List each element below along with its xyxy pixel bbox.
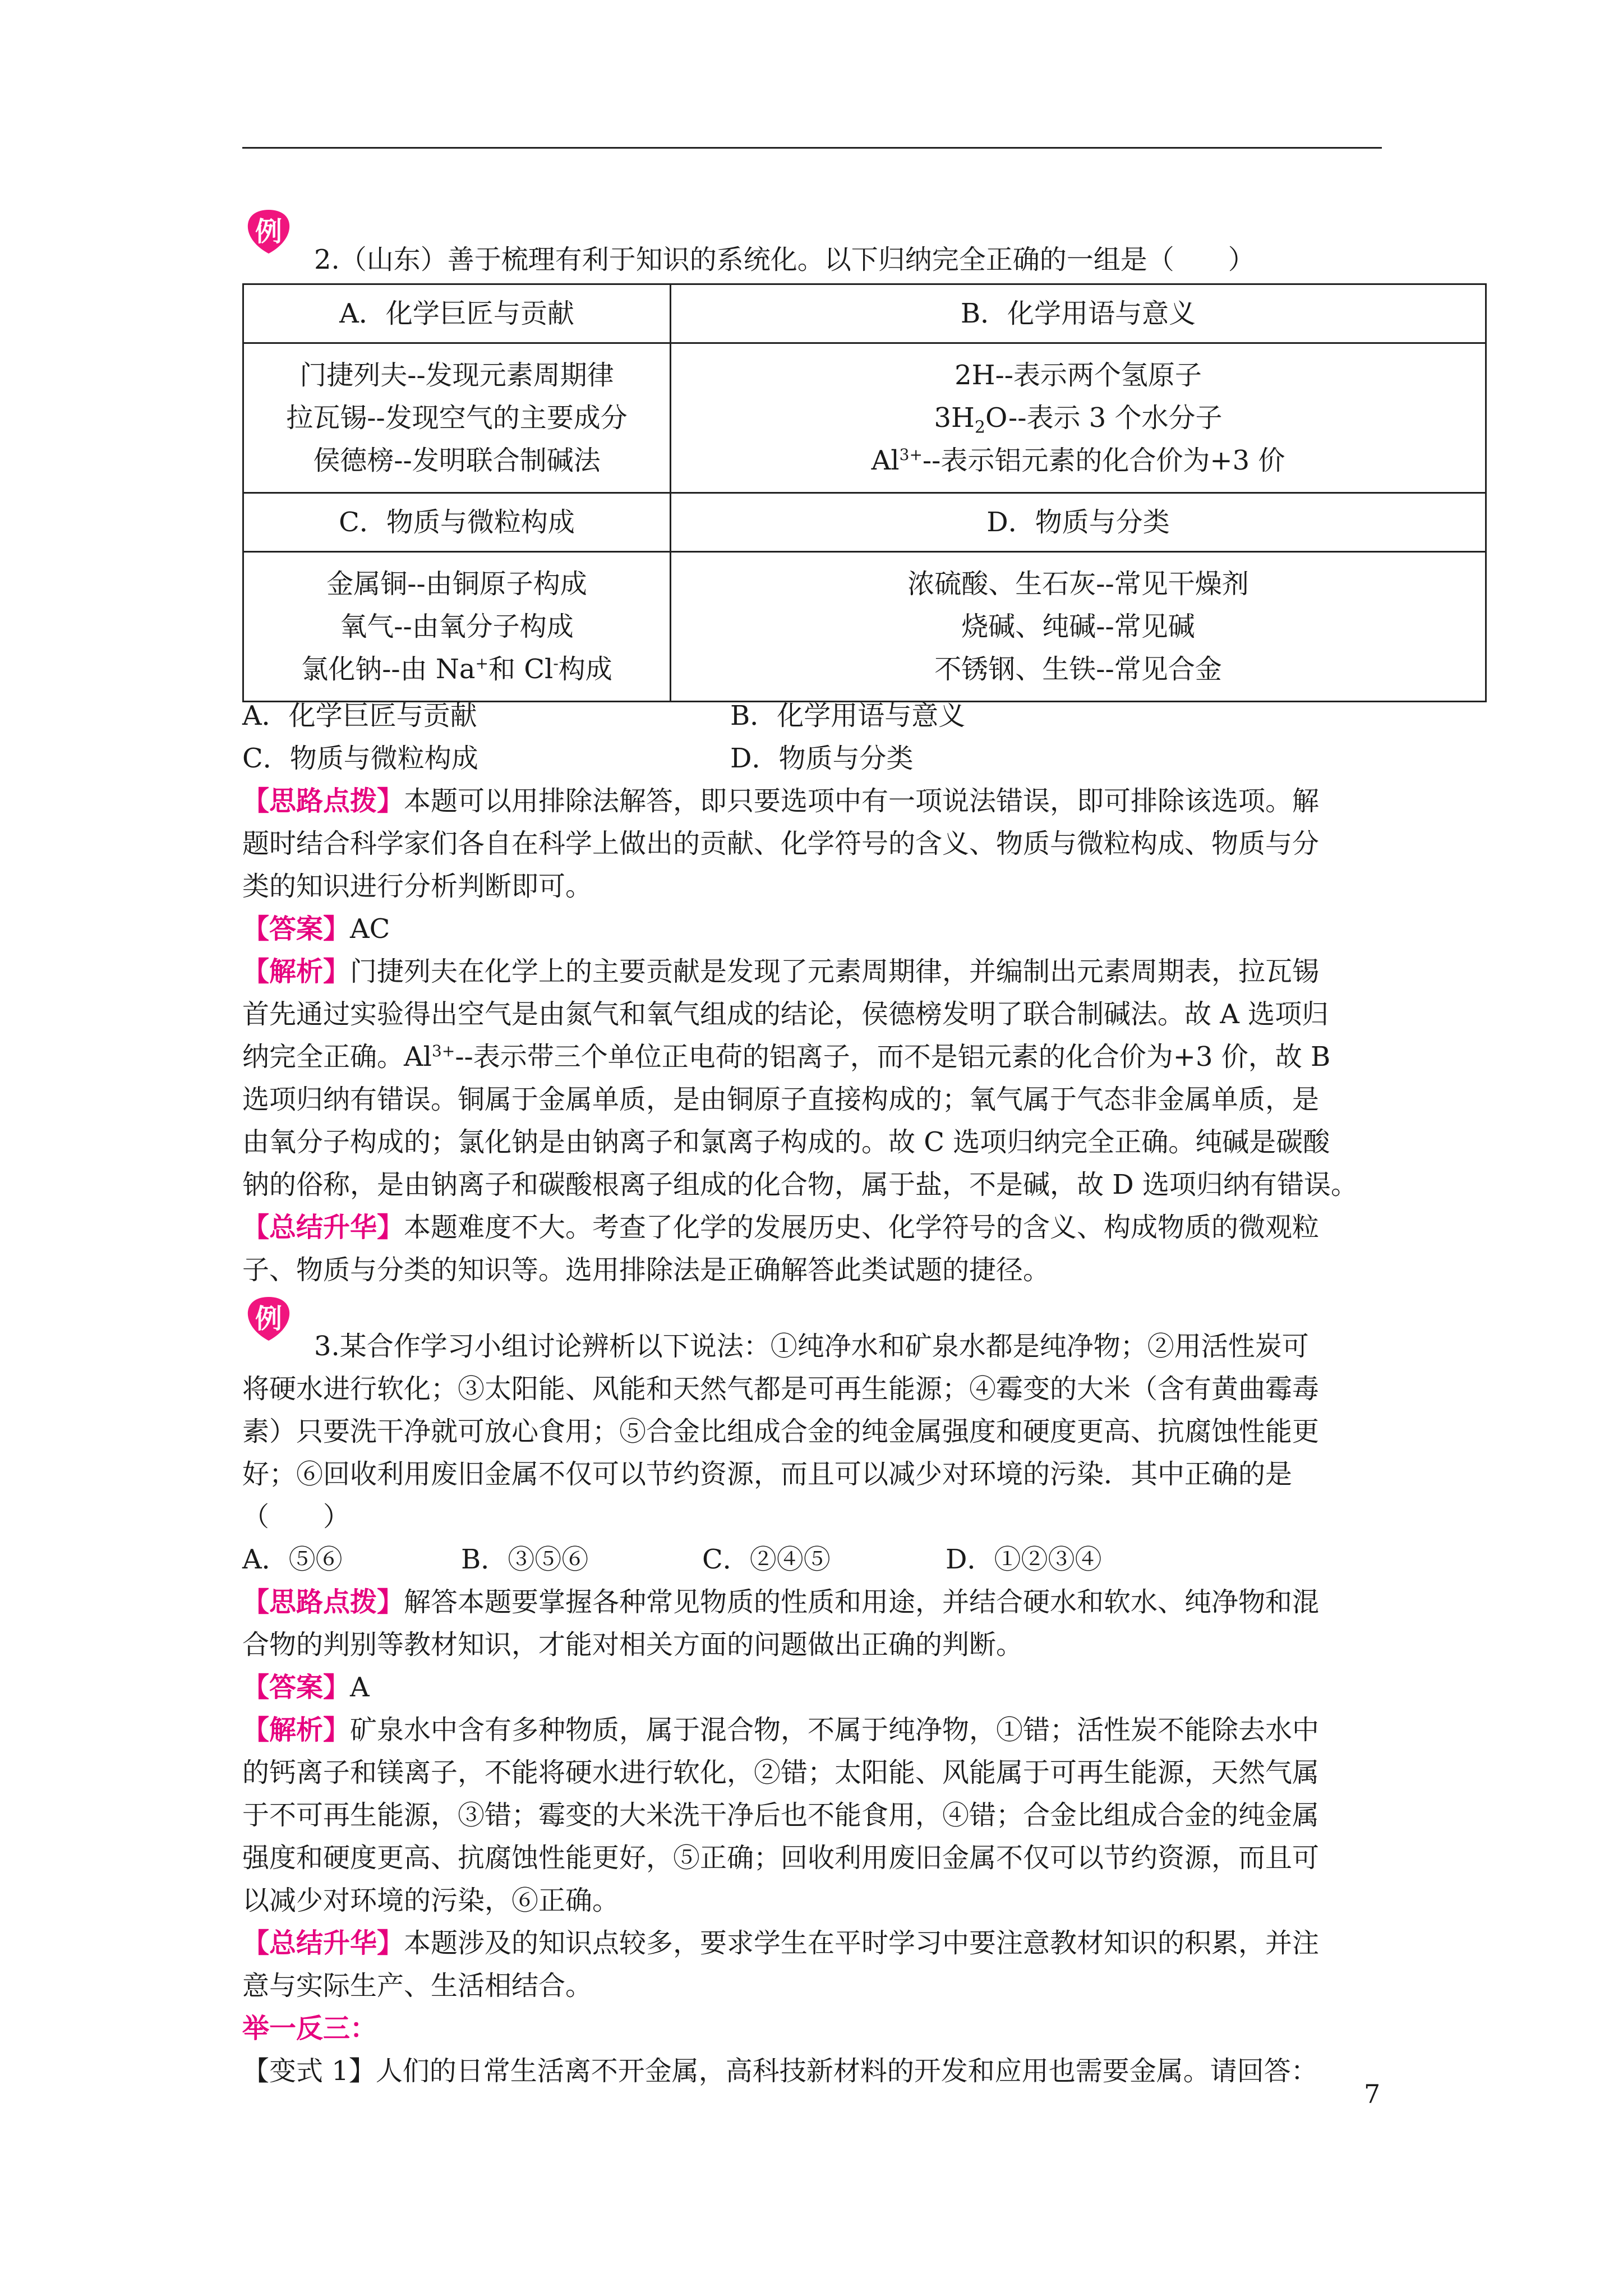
hint-line: 类的知识进行分析判断即可。 (242, 871, 593, 902)
page-number: 7 (1364, 2079, 1381, 2109)
answer-line: 【答案】AC (242, 913, 390, 945)
question-3-line: 将硬水进行软化；③太阳能、风能和天然气都是可再生能源；④霉变的大米（含有黄曲霉毒 (242, 1373, 1320, 1405)
question-3-line: 好；⑥回收利用废旧金属不仅可以节约资源，而且可以减少对环境的污染．其中正确的是 (242, 1458, 1293, 1490)
analysis-line: 钠的俗称，是由钠离子和碳酸根离子组成的化合物，属于盐，不是碱，故 D 选项归纳有错误。 (242, 1169, 1358, 1200)
question-3: 3.某合作学习小组讨论辨析以下说法：①纯净水和矿泉水都是纯净物；②用活性炭可 (314, 1331, 1309, 1362)
variant-1: 【变式 1】人们的日常生活离不开金属，高科技新材料的开发和应用也需要金属。请回答： (242, 2055, 1318, 2087)
analysis-line: 以减少对环境的污染，⑥正确。 (242, 1885, 620, 1916)
analysis-line: 于不可再生能源，③错；霉变的大米洗干净后也不能食用，④错；合金比组成合金的纯金属 (242, 1800, 1320, 1831)
option-a-header: A．化学巨匠与贡献 (243, 284, 671, 343)
analysis-line: 【解析】矿泉水中含有多种物质，属于混合物，不属于纯净物，①错；活性炭不能除去水中 (242, 1714, 1320, 1746)
option-d-body: 浓硫酸、生石灰--常见干燥剂 烧碱、纯碱--常见碱 不锈钢、生铁--常见合金 (671, 552, 1486, 702)
answer-option-b: B．③⑤⑥ (461, 1544, 589, 1575)
summary-line: 【总结升华】本题难度不大。考查了化学的发展历史、化学符号的含义、构成物质的微观粒 (242, 1212, 1320, 1243)
summary-line: 【总结升华】本题涉及的知识点较多，要求学生在平时学习中要注意教材知识的积累，并注 (242, 1927, 1320, 1959)
answer-option-a: A．化学巨匠与贡献 (242, 700, 477, 731)
option-c-header: C．物质与微粒构成 (243, 493, 671, 552)
summary-line: 意与实际生产、生活相结合。 (242, 1970, 593, 2001)
options-table (242, 283, 1487, 702)
answer-option-d: D．①②③④ (946, 1544, 1102, 1575)
analysis-line: 纳完全正确。$Al^{3+}--$表示带三个单位正电荷的铝离子，而不是铝元素的化合价为+3 价，故 B (242, 1041, 1331, 1073)
header-rule (242, 147, 1382, 149)
answer-option-b: B．化学用语与意义 (730, 700, 966, 731)
answer-option-d: D．物质与分类 (730, 743, 914, 774)
analysis-line: 由氧分子构成的；氯化钠是由钠离子和氯离子构成的。故 C 选项归纳完全正确。纯碱是碳酸 (242, 1126, 1330, 1158)
analysis-line: 选项归纳有错误。铜属于金属单质，是由铜原子直接构成的；氧气属于气态非金属单质，是 (242, 1084, 1320, 1115)
answer-option-c: C．②④⑤ (702, 1544, 831, 1575)
answer-line: 【答案】A (242, 1672, 370, 1703)
question-3-line: （ ） (242, 1501, 351, 1533)
analysis-line: 首先通过实验得出空气是由氮气和氧气组成的结论，侯德榜发明了联合制碱法。故 A 选项归 (242, 999, 1329, 1030)
hint-line: 合物的判别等教材知识，才能对相关方面的问题做出正确的判断。 (242, 1629, 1023, 1660)
question-3-line: 素）只要洗干净就可放心食用；⑤合金比组成合金的纯金属强度和硬度更高、抗腐蚀性能更 (242, 1416, 1320, 1447)
hint-line: 题时结合科学家们各自在科学上做出的贡献、化学符号的含义、物质与微粒构成、物质与分 (242, 828, 1320, 859)
option-d-header: D．物质与分类 (671, 493, 1486, 552)
option-b-body: 2H--表示两个氢原子 $3H_2O--$表示 3 个水分子 $Al^{3+}--$表示铝元素的化合价为+3 价 (671, 343, 1486, 493)
option-c-body: 金属铜--由铜原子构成 氧气--由氧分子构成 氯化钠--由 Na+和 Cl-构成 (243, 552, 671, 702)
option-b-header: B．化学用语与意义 (671, 284, 1486, 343)
question-2: 2.（山东）善于梳理有利于知识的系统化。以下归纳完全正确的一组是（ ） (314, 244, 1255, 275)
hint-line: 【思路点拨】解答本题要掌握各种常见物质的性质和用途，并结合硬水和软水、纯净物和混 (242, 1586, 1320, 1618)
answer-option-c: C．物质与微粒构成 (242, 743, 478, 774)
summary-line: 子、物质与分类的知识等。选用排除法是正确解答此类试题的捷径。 (242, 1254, 1050, 1286)
example-badge-icon: 例 (245, 1295, 293, 1343)
extension-title: 举一反三： (242, 2013, 377, 2044)
answer-option-a: A．⑤⑥ (242, 1544, 343, 1575)
analysis-line: 的钙离子和镁离子，不能将硬水进行软化，②错；太阳能、风能属于可再生能源，天然气属 (242, 1757, 1320, 1788)
analysis-line: 【解析】门捷列夫在化学上的主要贡献是发现了元素周期律，并编制出元素周期表，拉瓦锡 (242, 956, 1320, 987)
hint-line: 【思路点拨】本题可以用排除法解答，即只要选项中有一项说法错误，即可排除该选项。解 (242, 785, 1320, 817)
example-badge-icon: 例 (245, 208, 293, 256)
option-a-body: 门捷列夫--发现元素周期律 拉瓦锡--发现空气的主要成分 侯德榜--发明联合制碱法 (243, 343, 671, 493)
analysis-line: 强度和硬度更高、抗腐蚀性能更好，⑤正确；回收利用废旧金属不仅可以节约资源，而且可 (242, 1842, 1320, 1874)
